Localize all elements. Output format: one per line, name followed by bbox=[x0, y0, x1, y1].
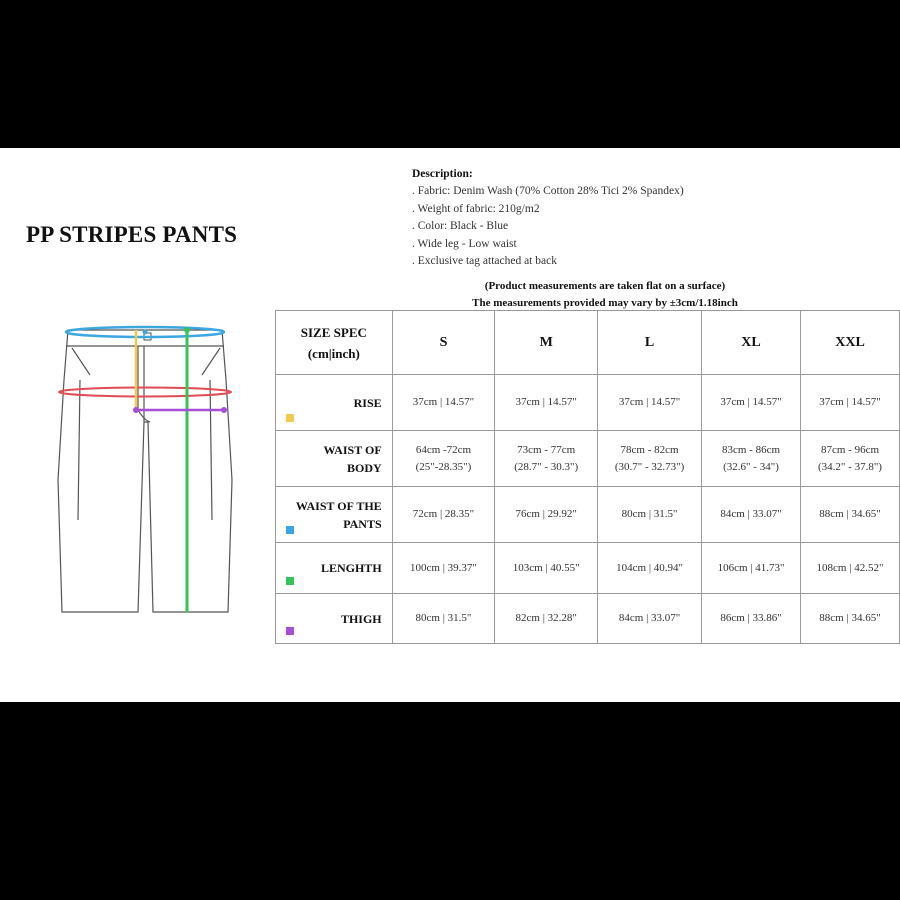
description-heading: Description: bbox=[412, 168, 473, 180]
thigh-marker-right bbox=[221, 407, 227, 413]
pants-diagram bbox=[50, 320, 240, 620]
cell-value: 80cm | 31.5" bbox=[415, 612, 472, 624]
row-label-text: PANTS bbox=[343, 516, 382, 531]
cell-value: (32.6" - 34") bbox=[723, 460, 779, 473]
table-cell bbox=[801, 487, 900, 543]
thigh-marker-left bbox=[133, 407, 139, 413]
cell-value: 106cm | 41.73" bbox=[717, 561, 785, 574]
size-header: S bbox=[392, 311, 495, 375]
table-row bbox=[276, 487, 900, 543]
description-line: . Exclusive tag attached at back bbox=[412, 255, 557, 268]
table-cell bbox=[495, 431, 598, 487]
cell-value: 37cm | 14.57" bbox=[412, 396, 475, 408]
cell-value: 84cm | 33.07" bbox=[720, 508, 782, 520]
row-label-thigh bbox=[276, 594, 393, 644]
cell-value: 87cm - 96cm bbox=[820, 443, 880, 456]
table-cell bbox=[702, 543, 801, 594]
table-row bbox=[276, 431, 900, 487]
cell-value: (30.7" - 32.73") bbox=[614, 460, 685, 473]
row-label-text: BODY bbox=[346, 460, 382, 475]
cell-value: (34.2" - 37.8") bbox=[818, 460, 882, 473]
table-cell bbox=[495, 543, 598, 594]
row-label-waist-of-the-pants bbox=[276, 487, 393, 543]
table-cell bbox=[598, 431, 702, 487]
table-cell bbox=[801, 594, 900, 644]
length-marker-top bbox=[184, 327, 190, 333]
thigh-color-swatch bbox=[286, 627, 294, 635]
size-spec-header bbox=[276, 311, 393, 375]
cell-value: (28.7" - 30.3") bbox=[514, 460, 579, 473]
cell-value: 84cm | 33.07" bbox=[618, 612, 681, 624]
table-cell bbox=[392, 487, 495, 543]
table-cell bbox=[598, 487, 702, 543]
table-row bbox=[276, 543, 900, 594]
table-cell bbox=[392, 375, 495, 431]
table-cell bbox=[702, 487, 801, 543]
size-chart-panel bbox=[0, 148, 900, 702]
cell-value: (25"-28.35") bbox=[415, 460, 472, 473]
cell-value: 86cm | 33.86" bbox=[720, 612, 782, 624]
row-label-text: RISE bbox=[353, 395, 382, 410]
table-row bbox=[276, 594, 900, 644]
row-label-text: WAIST OF bbox=[323, 442, 382, 457]
cell-value: 80cm | 31.5" bbox=[621, 508, 678, 520]
row-label-text: WAIST OF THE bbox=[295, 498, 382, 513]
cell-value: 37cm | 14.57" bbox=[618, 396, 681, 408]
table-cell bbox=[392, 543, 495, 594]
cell-value: 37cm | 14.57" bbox=[515, 396, 577, 408]
table-cell bbox=[801, 543, 900, 594]
size-header: M bbox=[495, 311, 598, 375]
cell-value: 72cm | 28.35" bbox=[412, 508, 475, 520]
cell-value: 64cm -72cm bbox=[415, 443, 472, 456]
cell-value: 37cm | 14.57" bbox=[819, 396, 881, 408]
size-header: XXL bbox=[801, 311, 900, 375]
table-cell bbox=[801, 431, 900, 487]
cell-value: 76cm | 29.92" bbox=[515, 508, 577, 520]
waist-of-body-line bbox=[59, 388, 231, 397]
product-title: PP STRIPES PANTS bbox=[26, 222, 238, 247]
cell-value: 103cm | 40.55" bbox=[512, 561, 580, 574]
row-label-text: THIGH bbox=[340, 611, 382, 626]
table-cell bbox=[801, 375, 900, 431]
table-header-row bbox=[276, 311, 900, 375]
table-cell bbox=[702, 375, 801, 431]
table-cell bbox=[495, 375, 598, 431]
cell-value: 104cm | 40.94" bbox=[616, 561, 684, 574]
table-cell bbox=[392, 594, 495, 644]
waist-of-pants-color-swatch bbox=[286, 526, 294, 534]
cell-value: 82cm | 32.28" bbox=[515, 612, 577, 624]
table-cell bbox=[598, 543, 702, 594]
size-header: XL bbox=[702, 311, 801, 375]
cell-value: 88cm | 34.65" bbox=[819, 508, 881, 520]
table-cell bbox=[702, 431, 801, 487]
description-block bbox=[412, 166, 684, 270]
table-cell bbox=[495, 487, 598, 543]
table-cell bbox=[392, 431, 495, 487]
cell-value: 83cm - 86cm bbox=[721, 443, 781, 456]
length-color-swatch bbox=[286, 577, 294, 585]
cell-value: 100cm | 39.37" bbox=[410, 561, 477, 574]
size-header: L bbox=[598, 311, 702, 375]
size-spec-unit: (cm|inch) bbox=[307, 345, 360, 361]
row-label-length bbox=[276, 543, 393, 594]
row-label-waist-of-body bbox=[276, 431, 393, 487]
size-spec-title: SIZE SPEC bbox=[300, 324, 367, 340]
description-line: . Weight of fabric: 210g/m2 bbox=[412, 202, 540, 215]
cell-value: 88cm | 34.65" bbox=[819, 612, 881, 624]
description-line: . Wide leg - Low waist bbox=[412, 237, 517, 250]
size-spec-table bbox=[275, 310, 900, 644]
cell-value: 78cm - 82cm bbox=[620, 443, 679, 456]
table-cell bbox=[495, 594, 598, 644]
table-cell bbox=[598, 375, 702, 431]
table-cell bbox=[598, 594, 702, 644]
measurement-note-line2: The measurements provided may vary by ±3cm/1.18inch bbox=[472, 297, 738, 309]
table-row bbox=[276, 375, 900, 431]
measurement-note-line1: (Product measurements are taken flat on a surface) bbox=[484, 280, 726, 292]
cell-value: 108cm | 42.52" bbox=[816, 561, 884, 574]
description-line: . Color: Black - Blue bbox=[412, 220, 509, 233]
table-cell bbox=[702, 594, 801, 644]
waist-marker bbox=[143, 330, 148, 335]
rise-color-swatch bbox=[286, 414, 294, 422]
measurement-note bbox=[420, 278, 790, 312]
description-line: . Fabric: Denim Wash (70% Cotton 28% Tici 2% Spandex) bbox=[412, 185, 684, 198]
row-label-text: LENGHTH bbox=[320, 561, 382, 575]
cell-value: 73cm - 77cm bbox=[517, 443, 576, 456]
cell-value: 37cm | 14.57" bbox=[720, 396, 782, 408]
row-label-rise bbox=[276, 375, 393, 431]
